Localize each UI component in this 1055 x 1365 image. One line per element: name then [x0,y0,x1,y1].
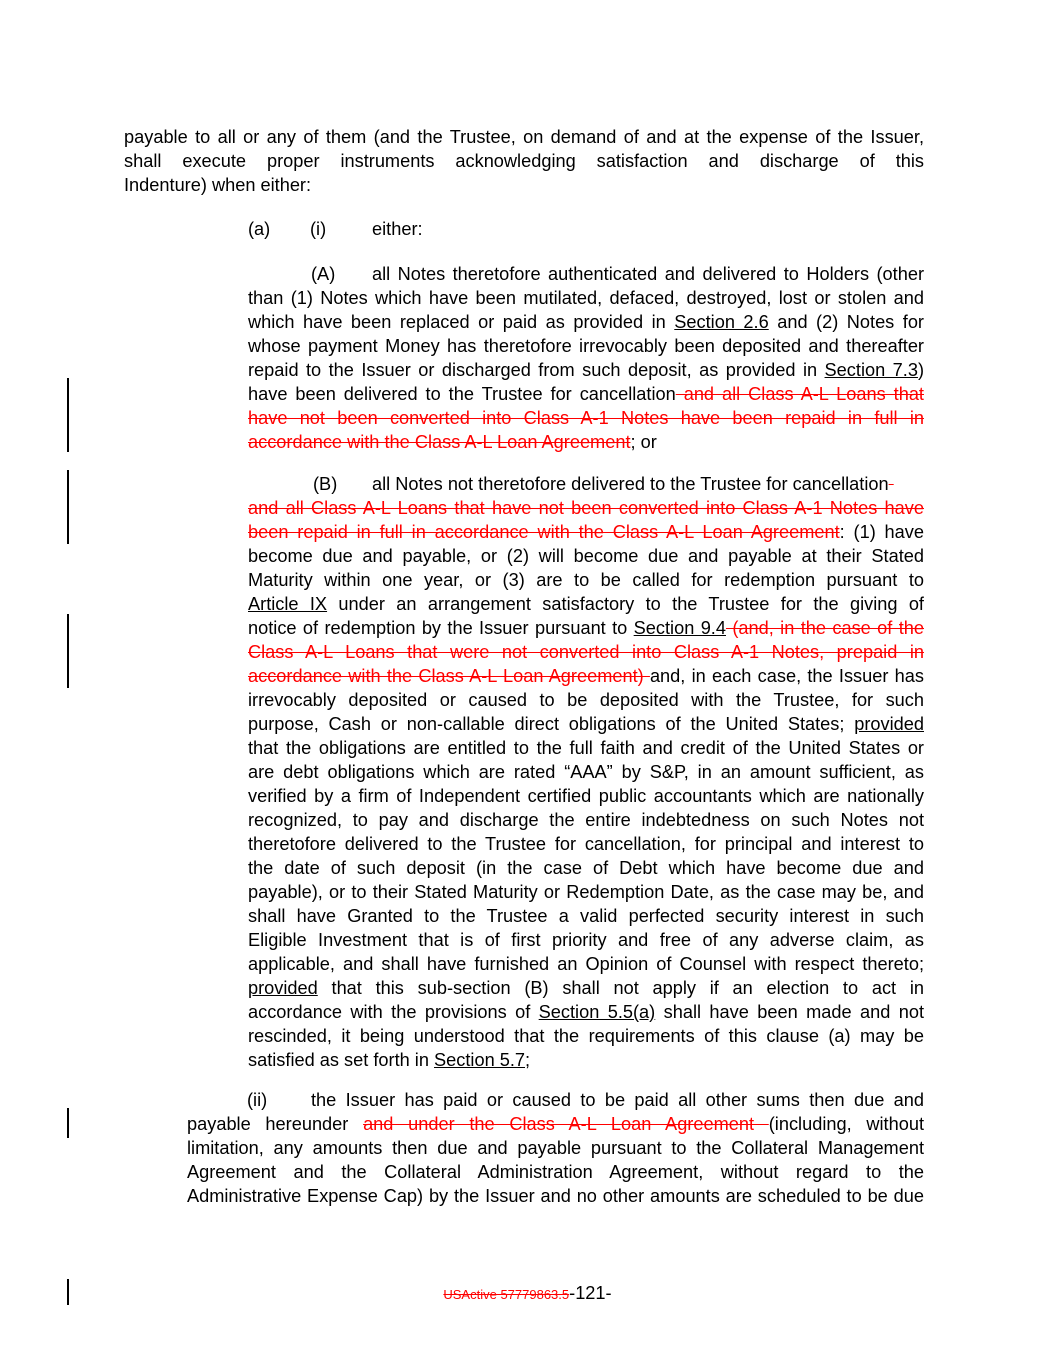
clause-B-line: purpose, Cash or non-callable direct obligations of the United States; provided [248,714,924,734]
deleted-text: accordance with the Class A-L Loan Agreement [248,432,631,452]
clause-B-line: notice of redemption by the Issuer pursuant to Section 9.4 (and, in the case of the [248,618,924,638]
clause-B-line: become due and payable, or (2) will become due and payable at their Stated [248,546,924,566]
article-ix-reference: Article IX [248,594,328,614]
deleted-doc-id: USActive 57779863.5 [443,1287,570,1302]
clause-B-line [248,640,924,664]
intro-paragraph [124,125,924,197]
clause-A-line: whose payment Money has theretofore irrevocably been deposited and thereafter [248,336,924,356]
clause-A-line: all Notes theretofore authenticated and delivered to Holders (other [372,264,924,284]
clause-B-line: accordance with the Class A-L Loan Agreement) and, in each case, the Issuer has [248,666,924,686]
clause-ii-line: the Issuer has paid or caused to be paid all other sums then due and [311,1090,924,1110]
deleted-text: accordance with the Class A-L Loan Agreement) [248,666,650,686]
section-5-7-reference: Section 5.7 [434,1050,526,1070]
clause-B-line: satisfied as set forth in Section 5.7; [248,1050,531,1070]
change-bar [67,1108,69,1138]
intro-line: payable to all or any of them (and the Trustee, on demand of and at the expense of the Issuer, [124,127,924,147]
deleted-text: Class A-L Loans that were not converted into Class A-1 Notes, prepaid in [248,642,924,662]
change-bar [67,378,69,452]
clause-A-line [248,406,924,430]
clause-B-paragraph [248,472,924,1072]
page-footer [0,1281,1055,1307]
clause-B-line: that the obligations are entitled to the full faith and credit of the United States or [248,738,924,758]
clause-A-paragraph [248,262,924,454]
clause-ii-line: Administrative Expense Cap) by the Issuer and no other amounts are scheduled to be due [187,1186,924,1206]
section-2-6-reference: Section 2.6 [674,312,769,332]
deleted-text: and all Class A-L Loans that [675,384,924,404]
section-9-4-reference: Section 9.4 [633,618,726,638]
page-number: -121- [569,1283,612,1303]
clause-a-i-label: (i) [310,219,327,239]
clause-A-line: which have been replaced or paid as provided in Section 2.6 and (2) Notes for [248,312,924,332]
clause-B-line: all Notes not theretofore delivered to the Trustee for cancellation [372,474,889,494]
clause-B-line: verified by a firm of Independent certified public accountants which are nationally [248,786,924,806]
clause-B-line: shall have Granted to the Trustee a valid perfected security interest in such [248,906,924,926]
change-bar [67,470,69,544]
clause-A-line: repaid to the Issuer or discharged from such deposit, as provided in Section 7.3) [248,360,924,380]
clause-ii-label: (ii) [247,1090,268,1110]
clause-ii-line: payable hereunder and under the Class A-L Loan Agreement (including, without [187,1114,924,1134]
provided-term: provided [854,714,924,734]
clause-B-line: Eligible Investment that is of first priority and free of any adverse claim, as [248,930,924,950]
clause-B-line: Maturity within one year, or (3) are to be called for redemption pursuant to [248,570,924,590]
intro-line: shall execute proper instruments acknowledging satisfaction and discharge of this [124,151,924,171]
clause-A-line: have been delivered to the Trustee for cancellation and all Class A-L Loans that [248,384,924,404]
change-bar [67,614,69,688]
deleted-text: and under the Class A-L Loan Agreement [363,1114,769,1134]
deleted-text: have not been converted into Class A-1 Notes have been repaid in full in [248,408,924,428]
intro-line: Indenture) when either: [124,175,312,195]
clause-A-label: (A) [311,264,336,284]
clause-ii-line: limitation, any amounts then due and payable pursuant to the Collateral Management [187,1138,924,1158]
clause-B-line: applicable, and shall have furnished an Opinion of Counsel with respect thereto; [248,954,924,974]
clause-B-line: been repaid in full in accordance with the Class A-L Loan Agreement: (1) have [248,522,924,542]
clause-B-line: provided that this sub-section (B) shall not apply if an election to act in [248,978,924,998]
clause-B-line: theretofore delivered to the Trustee for cancellation, for principal and interest to [248,834,924,854]
clause-a-label: (a) [248,219,271,239]
clause-B-line: the date of such deposit (in the case of Debt which have become due and [248,858,924,878]
clause-ii-line: Agreement and the Collateral Administration Agreement, without regard to the [187,1162,924,1182]
section-7-3-reference: Section 7.3 [824,360,918,380]
clause-B-line: irrevocably deposited or caused to be deposited with the Trustee, for such [248,690,924,710]
section-5-5a-reference: Section 5.5(a) [538,1002,656,1022]
clause-B-label: (B) [313,474,338,494]
clause-B-line [248,496,924,520]
deleted-text: been repaid in full in accordance with the Class A-L Loan Agreement [248,522,840,542]
clause-B-line: rescinded, it being understood that the requirements of this clause (a) may be [248,1026,924,1046]
provided-term: provided [248,978,318,998]
clause-ii-paragraph [187,1088,924,1208]
clause-a-text: either: [372,219,423,239]
deleted-text: and all Class A-L Loans that have not been converted into Class A-1 Notes have [248,498,924,518]
clause-B-line: recognized, to pay and discharge the entire indebtedness on such Notes not [248,810,924,830]
clause-B-line: accordance with the provisions of Section 5.5(a) shall have been made and not [248,1002,925,1022]
clause-A-line: than (1) Notes which have been mutilated, defaced, destroyed, lost or stolen and [248,288,924,308]
clause-B-line: payable), or to their Stated Maturity or Redemption Date, as the case may be, and [248,882,924,902]
clause-B-line: are debt obligations which are rated “AAA” by S&P, in an amount sufficient, as [248,762,924,782]
clause-A-line: accordance with the Class A-L Loan Agreement; or [248,432,657,452]
clause-B-line: Article IX under an arrangement satisfactory to the Trustee for the giving of [248,594,924,614]
deleted-text: (and, in the case of the [725,618,924,638]
